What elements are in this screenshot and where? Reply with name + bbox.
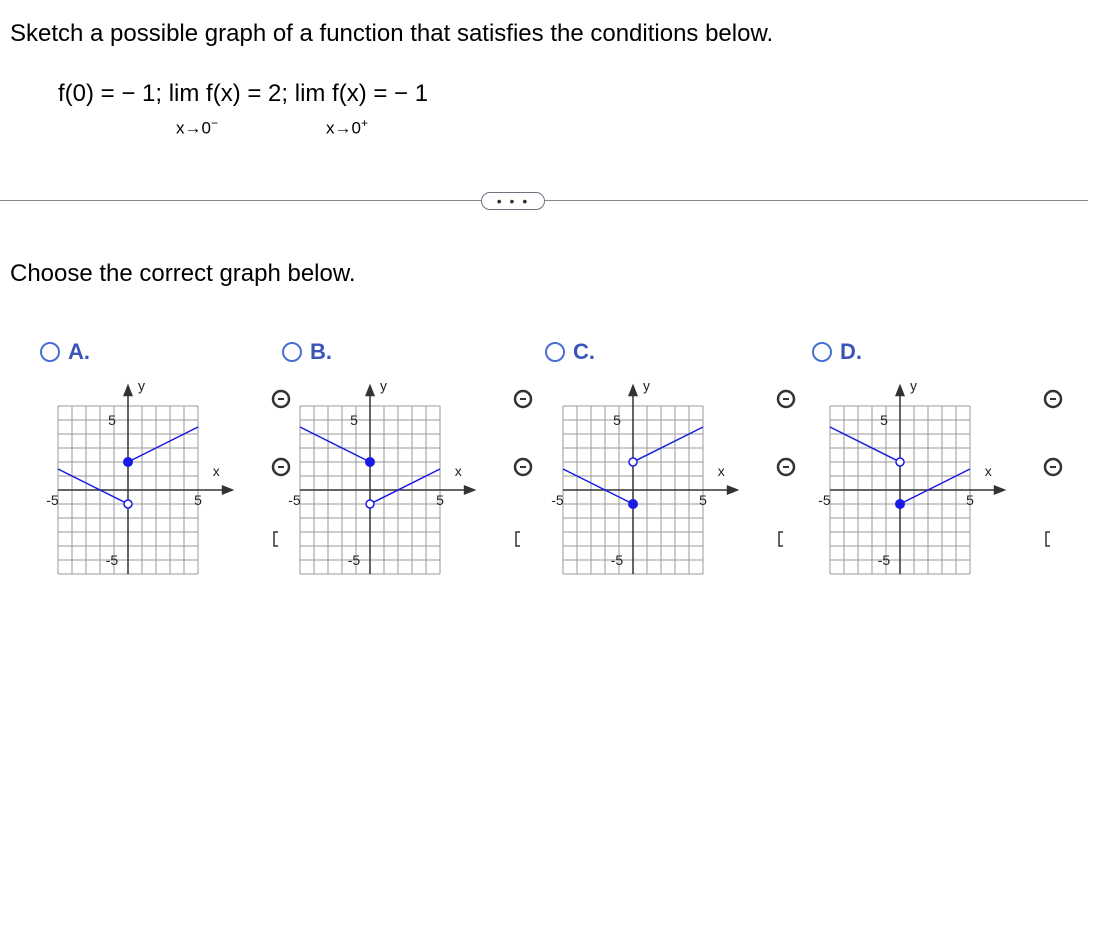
expand-icon[interactable] (512, 528, 534, 550)
closed-point (124, 458, 133, 467)
conditions (58, 80, 618, 150)
tick-label: 5 (194, 492, 202, 508)
option-select[interactable] (545, 338, 595, 366)
y-axis-arrow-icon (123, 384, 133, 397)
more-button[interactable]: • • • (481, 192, 545, 210)
left-branch (300, 427, 370, 462)
closed-point (366, 458, 375, 467)
expand-icon[interactable] (775, 528, 797, 550)
y-axis-arrow-icon (628, 384, 638, 397)
option-letter: C. (573, 339, 595, 364)
radio-button[interactable] (40, 342, 60, 362)
option-select[interactable] (40, 338, 90, 366)
tick-label: -5 (818, 492, 831, 508)
limit2-subscript: x→0+ (326, 116, 368, 138)
right-branch (633, 427, 703, 462)
graph-tools (775, 388, 799, 588)
tick-label: -5 (551, 492, 564, 508)
tick-label: 5 (350, 412, 358, 428)
open-point (896, 458, 904, 466)
y-axis-arrow-icon (365, 384, 375, 397)
tick-label: -5 (46, 492, 59, 508)
tick-label: 5 (108, 412, 116, 428)
choose-prompt: Choose the correct graph below. (10, 260, 356, 287)
tick-label: 5 (699, 492, 707, 508)
function-graph (818, 377, 1030, 580)
tick-label: 5 (966, 492, 974, 508)
open-point (366, 500, 374, 508)
y-axis-label: y (380, 377, 387, 394)
option-select[interactable] (282, 338, 332, 366)
option-a (40, 338, 310, 578)
right-branch (900, 469, 970, 504)
zoom-out-icon[interactable] (775, 456, 797, 478)
tick-label: -5 (347, 552, 361, 568)
right-branch (128, 427, 198, 462)
zoom-in-icon[interactable] (512, 388, 534, 410)
tick-label: 5 (880, 412, 888, 428)
tick-label: -5 (105, 552, 119, 568)
y-axis-label: y (643, 377, 650, 394)
x-axis-label: x (212, 463, 220, 479)
x-axis-arrow-icon (994, 485, 1007, 495)
closed-point (629, 500, 638, 509)
tick-label: 5 (613, 412, 621, 428)
option-c (545, 338, 815, 578)
question-prompt: Sketch a possible graph of a function that satisfies the conditions below. (10, 20, 774, 47)
option-b (282, 338, 552, 578)
graph-tools (1042, 388, 1066, 588)
y-axis-arrow-icon (895, 384, 905, 397)
expand-icon[interactable] (1042, 528, 1064, 550)
open-point (629, 458, 637, 466)
tick-label: -5 (288, 492, 301, 508)
conditions-main: f(0) = − 1; lim f(x) = 2; lim f(x) = − 1 (58, 80, 429, 107)
tick-label: -5 (877, 552, 891, 568)
x-axis-arrow-icon (464, 485, 477, 495)
left-branch (830, 427, 900, 462)
option-letter: B. (310, 339, 332, 364)
zoom-in-icon[interactable] (1042, 388, 1064, 410)
zoom-out-icon[interactable] (1042, 456, 1064, 478)
radio-button[interactable] (545, 342, 565, 362)
x-axis-label: x (984, 463, 992, 479)
left-branch (58, 469, 128, 504)
option-letter: D. (840, 339, 862, 364)
zoom-in-icon[interactable] (775, 388, 797, 410)
radio-button[interactable] (812, 342, 832, 362)
left-branch (563, 469, 633, 504)
option-select[interactable] (812, 338, 862, 366)
radio-button[interactable] (282, 342, 302, 362)
function-graph (551, 377, 763, 580)
option-d (812, 338, 1082, 578)
open-point (124, 500, 132, 508)
option-letter: A. (68, 339, 90, 364)
zoom-out-icon[interactable] (512, 456, 534, 478)
y-axis-label: y (910, 377, 917, 394)
x-axis-label: x (454, 463, 462, 479)
x-axis-label: x (717, 463, 725, 479)
function-graph (288, 377, 500, 580)
y-axis-label: y (138, 377, 145, 394)
graph-tools (512, 388, 536, 588)
closed-point (896, 500, 905, 509)
x-axis-arrow-icon (222, 485, 235, 495)
function-graph (46, 377, 258, 580)
limit1-subscript: x→0− (176, 116, 218, 138)
tick-label: 5 (436, 492, 444, 508)
tick-label: -5 (610, 552, 624, 568)
right-branch (370, 469, 440, 504)
x-axis-arrow-icon (727, 485, 740, 495)
